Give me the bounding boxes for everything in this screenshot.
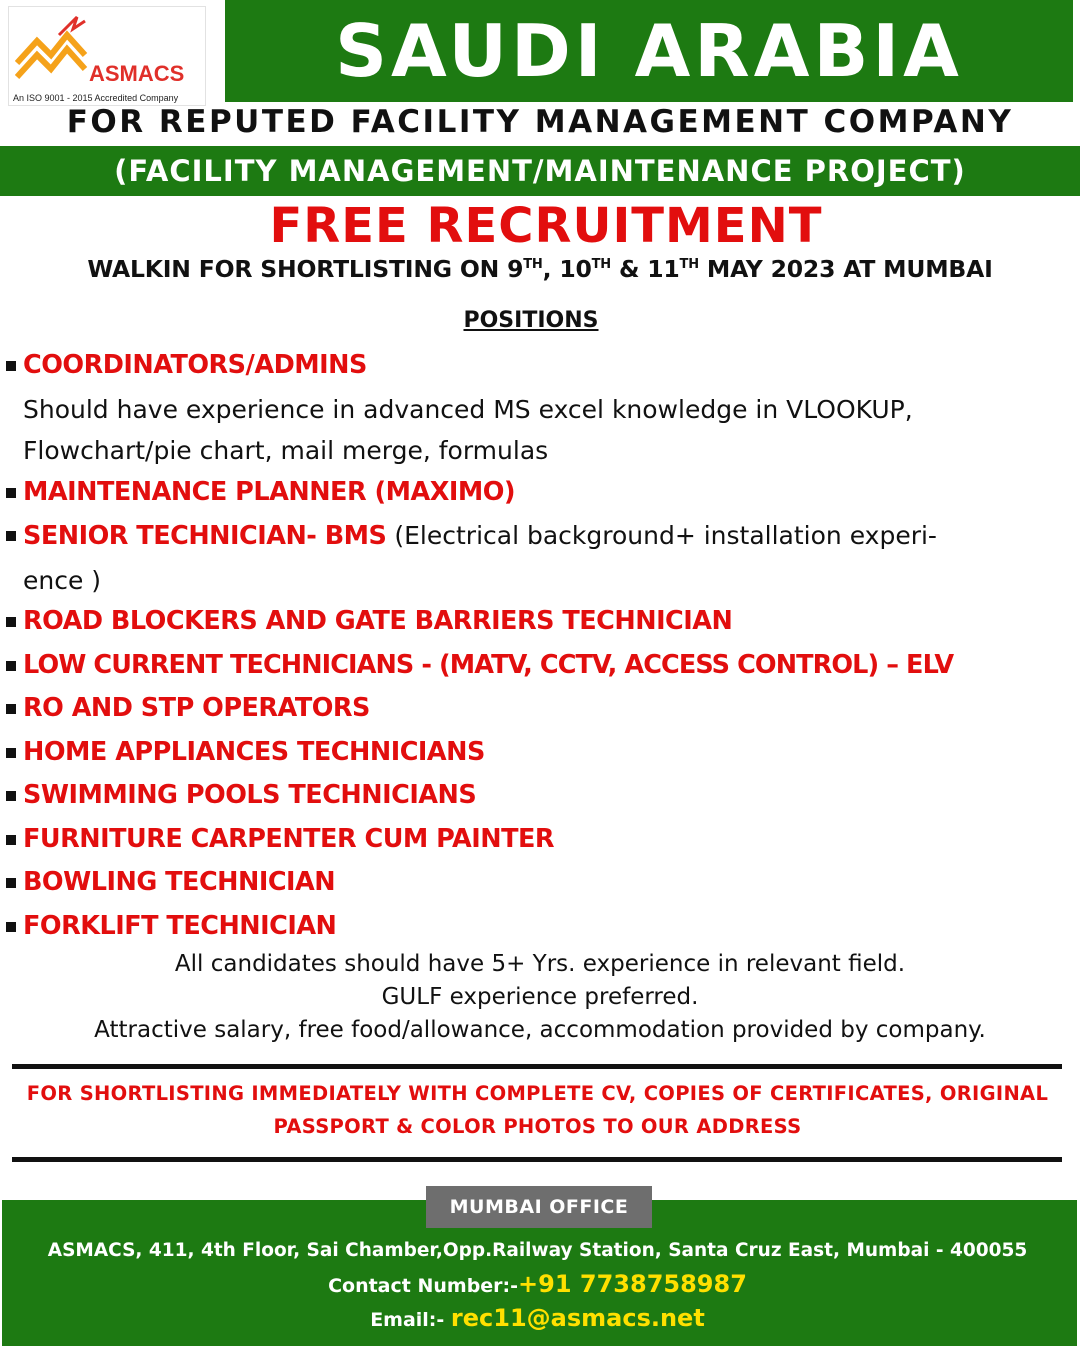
positions-heading: POSITIONS xyxy=(463,308,599,333)
bullet-icon xyxy=(6,361,16,371)
instruction-line: PASSPORT & COLOR PHOTOS TO OUR ADDRESS xyxy=(273,1115,802,1138)
bullet-icon xyxy=(6,835,16,845)
list-item xyxy=(6,472,1080,516)
walkin-ordinal: TH xyxy=(679,257,699,273)
note-line: GULF experience preferred. xyxy=(381,984,699,1010)
position-title: LOW CURRENT TECHNICIANS - (MATV, CCTV, ACCESS CONTROL) – ELV xyxy=(23,649,954,680)
list-item xyxy=(6,601,1080,645)
position-description: Flowchart/pie chart, mail merge, formulas xyxy=(23,436,549,465)
free-recruitment-heading: FREE RECRUITMENT xyxy=(269,198,823,254)
contact-number xyxy=(0,1270,1075,1298)
note-line: All candidates should have 5+ Yrs. experience in relevant field. xyxy=(174,951,906,977)
list-item xyxy=(6,819,1080,863)
company-logo xyxy=(8,6,206,106)
bullet-icon xyxy=(6,748,16,758)
walkin-mid: , 10 xyxy=(542,255,592,283)
email-label: Email:- xyxy=(370,1309,451,1331)
requirements-notes xyxy=(0,948,1080,1047)
position-title: MAINTENANCE PLANNER (MAXIMO) xyxy=(23,476,516,507)
position-title: SENIOR TECHNICIAN- BMS xyxy=(23,521,387,551)
logo-tagline: An ISO 9001 - 2015 Accredited Company xyxy=(13,93,179,103)
list-item xyxy=(6,688,1080,732)
list-item xyxy=(6,515,1080,560)
walkin-mid: & 11 xyxy=(610,255,680,283)
list-item xyxy=(6,862,1080,906)
bullet-icon xyxy=(6,488,16,498)
bullet-icon xyxy=(6,791,16,801)
walkin-prefix: WALKIN FOR SHORTLISTING ON 9 xyxy=(87,255,524,283)
bullet-icon xyxy=(6,531,16,541)
position-title: FORKLIFT TECHNICIAN xyxy=(23,910,337,941)
list-item xyxy=(6,732,1080,776)
positions-list xyxy=(6,345,1080,949)
position-description: Should have experience in advanced MS excel knowledge in VLOOKUP, xyxy=(23,394,913,424)
list-item xyxy=(6,775,1080,819)
position-title: SWIMMING POOLS TECHNICIANS xyxy=(23,780,477,810)
contact-phone-link[interactable]: +91 7738758987 xyxy=(518,1270,747,1298)
position-title: RO AND STP OPERATORS xyxy=(23,693,370,723)
logo-name: ASMACS xyxy=(89,61,185,86)
note-line: Attractive salary, free food/allowance, accommodation provided by company. xyxy=(94,1017,986,1043)
walkin-ordinal: TH xyxy=(523,257,543,273)
list-item xyxy=(6,645,1080,689)
position-title: COORDINATORS/ADMINS xyxy=(23,350,367,380)
walkin-suffix: MAY 2023 AT MUMBAI xyxy=(698,255,993,283)
shortlisting-instructions xyxy=(0,1077,1075,1143)
list-item xyxy=(6,345,1080,389)
office-address: ASMACS, 411, 4th Floor, Sai Chamber,Opp.Railway Station, Santa Cruz East, Mumbai - 400055 xyxy=(47,1240,1028,1261)
email-link[interactable]: rec11@asmacs.net xyxy=(450,1304,705,1332)
position-title: BOWLING TECHNICIAN xyxy=(23,867,336,897)
list-item xyxy=(6,906,1080,950)
walkin-ordinal: TH xyxy=(591,257,611,273)
position-title: HOME APPLIANCES TECHNICIANS xyxy=(23,736,485,767)
position-note: (Electrical background+ installation experi- xyxy=(386,521,937,550)
office-label: MUMBAI OFFICE xyxy=(426,1186,652,1228)
country-banner: SAUDI ARABIA xyxy=(225,0,1073,102)
bullet-icon xyxy=(6,617,16,627)
bullet-icon xyxy=(6,878,16,888)
bullet-icon xyxy=(6,922,16,932)
email-address xyxy=(0,1304,1075,1332)
position-title: ROAD BLOCKERS AND GATE BARRIERS TECHNICIAN xyxy=(23,606,733,636)
divider xyxy=(12,1064,1062,1069)
bullet-icon xyxy=(6,661,16,671)
position-note-continued: ence ) xyxy=(23,565,102,595)
walkin-dates xyxy=(0,255,1080,283)
divider xyxy=(12,1157,1062,1162)
bullet-icon xyxy=(6,704,16,714)
instruction-line: FOR SHORTLISTING IMMEDIATELY WITH COMPLETE CV, COPIES OF CERTIFICATES, ORIGINAL xyxy=(26,1082,1049,1105)
contact-label: Contact Number:- xyxy=(328,1275,519,1297)
project-banner: (FACILITY MANAGEMENT/MAINTENANCE PROJECT) xyxy=(0,146,1080,196)
position-title: FURNITURE CARPENTER CUM PAINTER xyxy=(23,823,555,854)
company-subheading: FOR REPUTED FACILITY MANAGEMENT COMPANY xyxy=(66,104,1014,140)
